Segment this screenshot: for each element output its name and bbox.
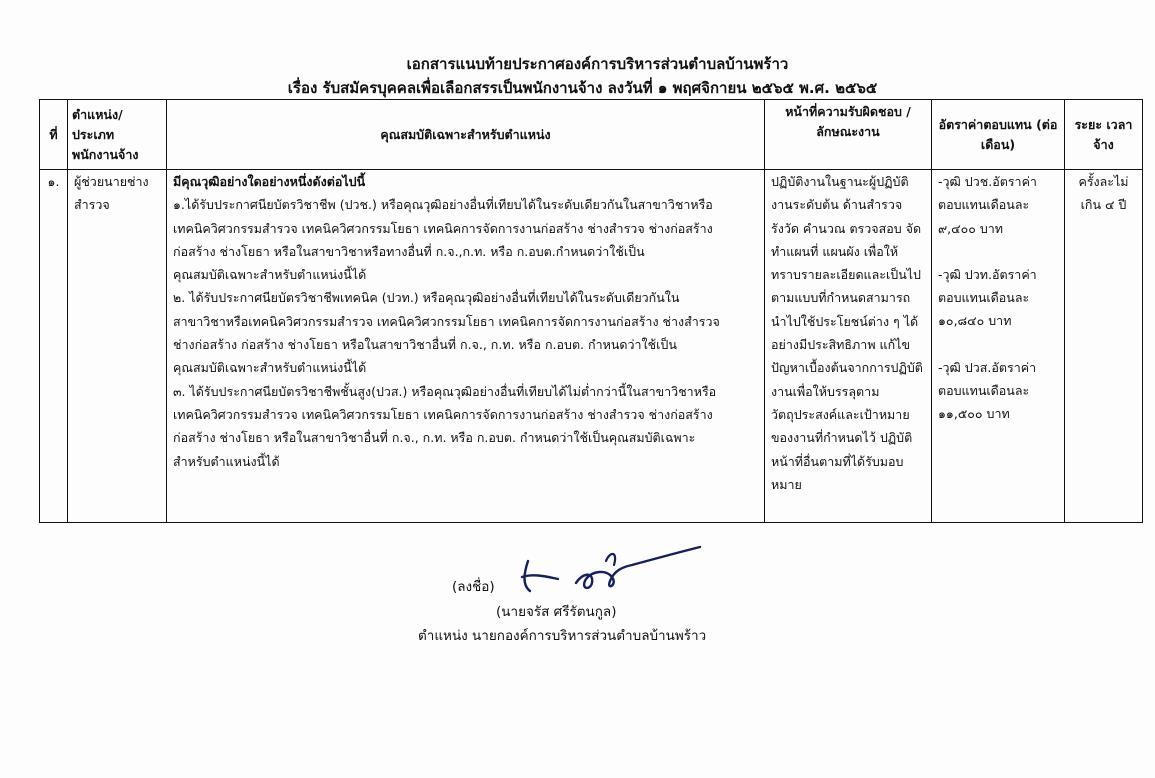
header-no: ที่ [40, 100, 68, 170]
qualification-line: เทคนิควิศวกรรมสำรวจ เทคนิควิศวกรรมโยธา เทคนิคการจัดการงานก่อสร้าง ช่างสำรวจ ช่างก่อสร้าง [173, 406, 713, 422]
row-pay [932, 170, 1065, 523]
row-number: ๑. [40, 170, 68, 523]
pay-rate: -วุฒิ ปวช.อัตราค่าตอบแทนเดือนละ ๙,๔๐๐ บาท [938, 174, 1037, 236]
row-position: ผู้ช่วยนายช่างสำรวจ [68, 170, 167, 523]
qualification-table [39, 99, 1143, 523]
signature-label: (ลงชื่อ) [452, 579, 495, 595]
pay-rate: -วุฒิ ปวส.อัตราค่าตอบแทนเดือนละ ๑๑,๕๐๐ บาท [938, 359, 1037, 422]
header-qualifications: คุณสมบัติเฉพาะสำหรับตำแหน่ง [167, 100, 765, 170]
qualification-line: สาขาวิชาหรือเทคนิควิศวกรรมสำรวจ เทคนิควิศวกรรมโยธา เทคนิคการจัดการงานก่อสร้าง ช่างสำรวจ [173, 313, 720, 329]
header-position: ตำแหน่ง/ ประเภท พนักงานจ้าง [68, 100, 167, 170]
qualification-line: ๓. ได้รับประกาศนียบัตรวิชาชีพชั้นสูง(ปวส.) หรือคุณวุฒิอย่างอื่นที่เทียบได้ไม่ต่ำกว่านี้ในสาขาวิชาหรือ [173, 383, 717, 399]
qualification-line: ๒. ได้รับประกาศนียบัตรวิชาชีพเทคนิค (ปวท.) หรือคุณวุฒิอย่างอื่นที่เทียบได้ในระดับเดียวกันใน [173, 290, 680, 306]
header-responsibilities: หน้าที่ความรับผิดชอบ / ลักษณะงาน [765, 100, 932, 170]
qualification-line: ก่อสร้าง ช่างโยธา หรือในสาขาวิชาหรือทางอื่นที่ ก.จ.,ก.ท. หรือ ก.อบต.กำหนดว่าใช้เป็น [173, 243, 645, 259]
row-period: ครั้งละไม่เกิน ๔ ปี [1065, 170, 1143, 523]
row-responsibilities: ปฏิบัติงานในฐานะผู้ปฏิบัติงานระดับต้น ด้านสำรวจ รังวัด คำนวณ ตรวจสอบ จัดทำแผนที่ แผนผัง เพื่อให้ทราบรายละเอียดและเป็นไปตามแบบที่กำหนดสามารถนำไปใช้ประโยชน์ต่าง ๆ ได้อย่างมีประสิทธิภาพ แก้ไขปัญหาเบื้องต้นจากการปฏิบัติงานเพื่อให้บรรลุตามวัตถุประสงค์และเป้าหมายของงานที่กำหนดไว้ ปฏิบัติหน้าที่อื่นตามที่ได้รับมอบหมาย [765, 170, 932, 523]
qualification-line: สำหรับตำแหน่งนี้ได้ [173, 453, 280, 469]
handwritten-signature [514, 543, 704, 603]
header-pay: อัตราค่าตอบแทน (ต่อเดือน) [932, 100, 1065, 170]
qualification-line: ๑.ได้รับประกาศนียบัตรวิชาชีพ (ปวช.) หรือคุณวุฒิอย่างอื่นที่เทียบได้ในระดับเดียวกันในสาขาวิชาหรือ [173, 197, 713, 213]
qualification-line: เทคนิควิศวกรรมสำรวจ เทคนิควิศวกรรมโยธา เทคนิคการจัดการงานก่อสร้าง ช่างสำรวจ ช่างก่อสร้าง [173, 220, 713, 236]
header-period: ระยะ เวลาจ้าง [1065, 100, 1143, 170]
row-qualifications [167, 170, 765, 523]
qualifications-heading: มีคุณวุฒิอย่างใดอย่างหนึ่งดังต่อไปนี้ [173, 174, 366, 189]
qualification-line: ก่อสร้าง ช่างโยธา หรือในสาขาวิชาอื่นที่ ก.จ., ก.ท. หรือ ก.อบต. กำหนดว่าใช้เป็นคุณสมบัติเฉพาะ [173, 430, 696, 446]
table-row [40, 170, 1143, 523]
qualification-line: คุณสมบัติเฉพาะสำหรับตำแหน่งนี้ได้ [173, 267, 367, 283]
signatory-position: ตำแหน่ง นายกองค์การบริหารส่วนตำบลบ้านพร้าว [418, 628, 707, 644]
signatory-name: (นายจรัส ศรีรัตนกูล) [496, 604, 617, 620]
document-title: เอกสารแนบท้ายประกาศองค์การบริหารส่วนตำบลบ้านพร้าว [406, 55, 789, 73]
table-header-row [40, 100, 1143, 170]
document-subject: เรื่อง รับสมัครบุคคลเพื่อเลือกสรรเป็นพนักงานจ้าง ลงวันที่ ๑ พฤศจิกายน ๒๕๖๕ พ.ศ. ๒๕๖๕ [287, 79, 878, 97]
qualification-line: คุณสมบัติเฉพาะสำหรับตำแหน่งนี้ได้ [173, 360, 367, 376]
qualification-line: ช่างก่อสร้าง ก่อสร้าง ช่างโยธา หรือในสาขาวิชาอื่นที่ ก.จ., ก.ท. หรือ ก.อบต. กำหนดว่าใช้เป็น [173, 337, 677, 353]
pay-rate: -วุฒิ ปวท.อัตราค่าตอบแทนเดือนละ ๑๐,๘๔๐ บาท [938, 266, 1037, 329]
